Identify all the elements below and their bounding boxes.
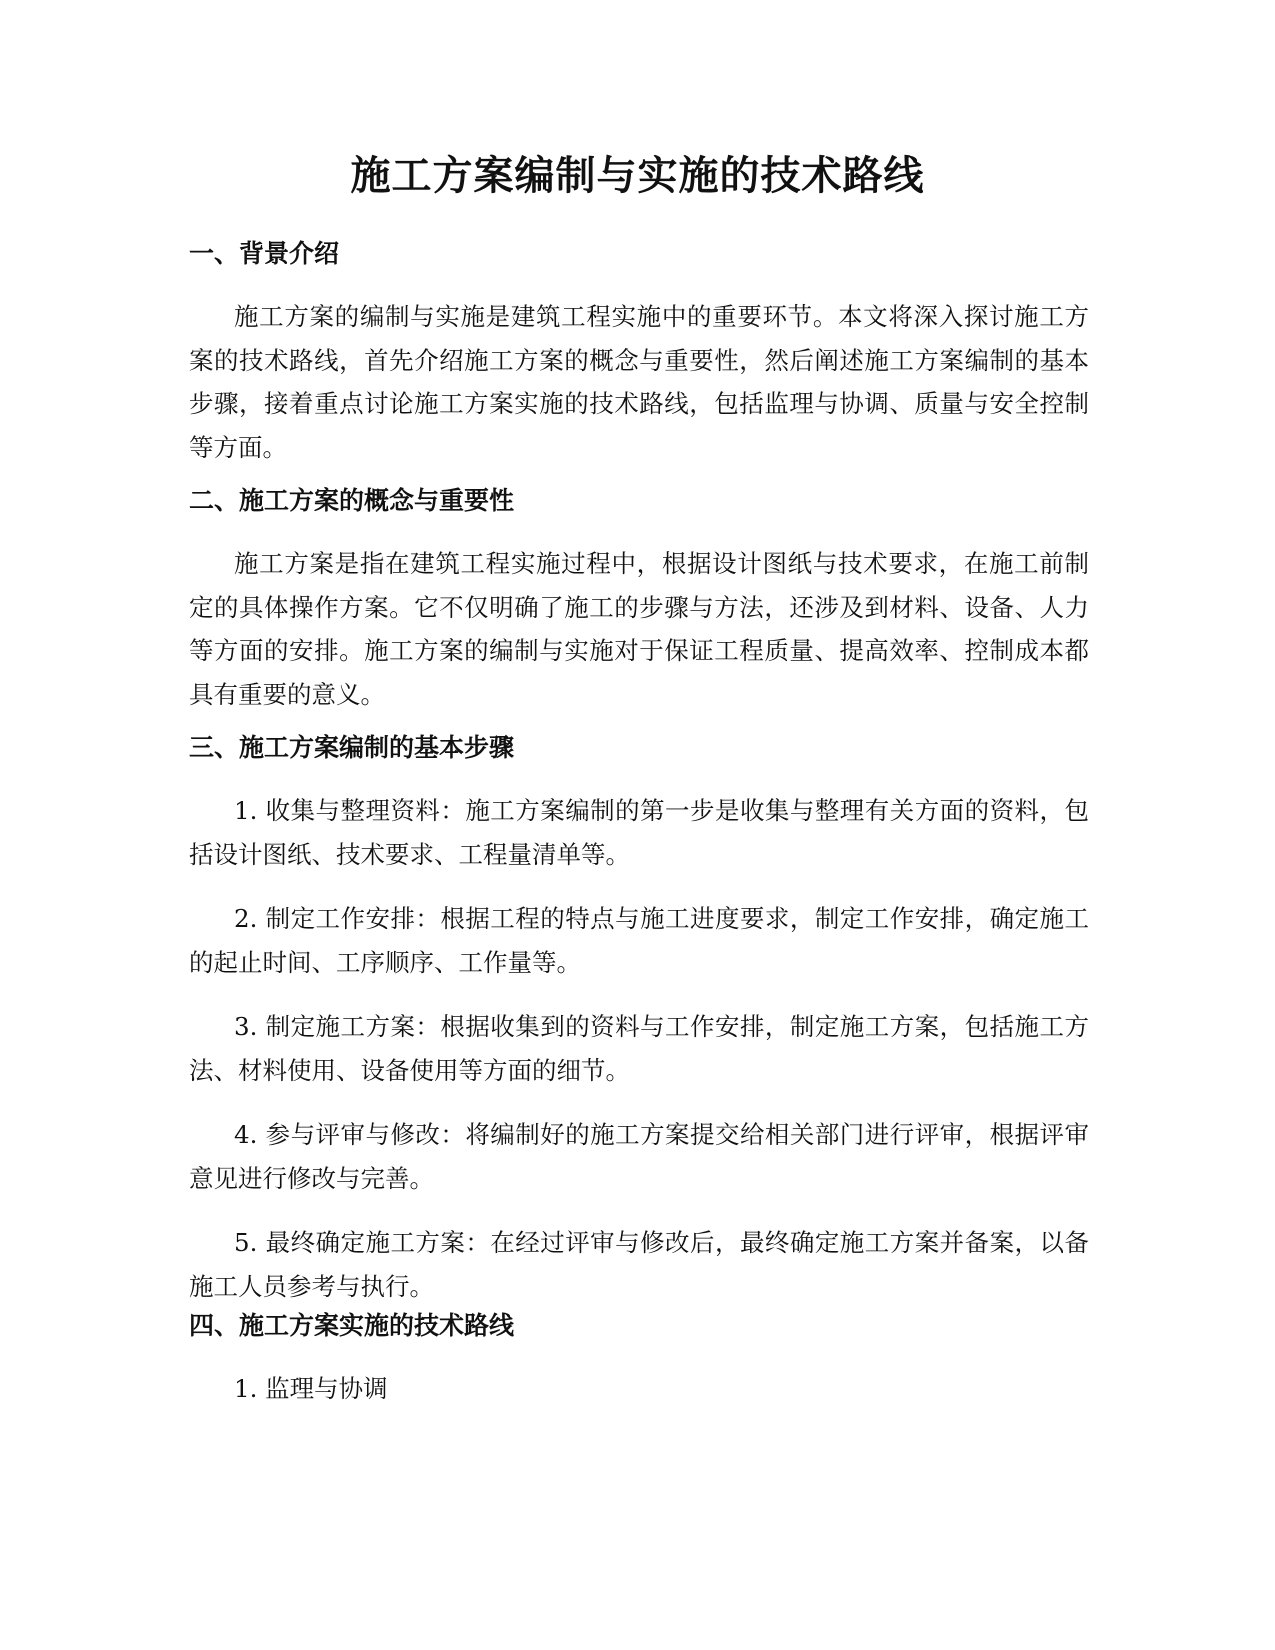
paragraph-concept: 施工方案是指在建筑工程实施过程中，根据设计图纸与技术要求，在施工前制定的具体操作方案。它不仅明确了施工的步骤与方法，还涉及到材料、设备、人力等方面的安排。施工方案的编制与实施对于保证工程质量、提高效率、控制成本都具有重要的意义。 <box>189 549 1089 709</box>
step-item-2: 2. 制定工作安排：根据工程的特点与施工进度要求，制定工作安排，确定施工的起止时间、工序顺序、工作量等。 <box>189 904 1089 977</box>
section-heading-background: 一、背景介绍 <box>189 239 340 268</box>
paragraph-background: 施工方案的编制与实施是建筑工程实施中的重要环节。本文将深入探讨施工方案的技术路线，首先介绍施工方案的概念与重要性，然后阐述施工方案编制的基本步骤，接着重点讨论施工方案实施的技术路线，包括监理与协调、质量与安全控制等方面。 <box>189 302 1089 462</box>
section-heading-implementation: 四、施工方案实施的技术路线 <box>189 1311 515 1340</box>
step-item-4: 4. 参与评审与修改：将编制好的施工方案提交给相关部门进行评审，根据评审意见进行修改与完善。 <box>189 1120 1089 1193</box>
page-title: 施工方案编制与实施的技术路线 <box>350 153 925 199</box>
step-item-5: 5. 最终确定施工方案：在经过评审与修改后，最终确定施工方案并备案，以备施工人员参考与执行。 <box>189 1228 1089 1301</box>
implementation-item-1: 1. 监理与协调 <box>234 1374 388 1403</box>
section-heading-steps: 三、施工方案编制的基本步骤 <box>189 733 515 762</box>
step-item-1: 1. 收集与整理资料：施工方案编制的第一步是收集与整理有关方面的资料，包括设计图纸、技术要求、工程量清单等。 <box>189 796 1089 869</box>
section-heading-concept: 二、施工方案的概念与重要性 <box>189 486 515 515</box>
step-item-3: 3. 制定施工方案：根据收集到的资料与工作安排，制定施工方案，包括施工方法、材料使用、设备使用等方面的细节。 <box>189 1012 1089 1085</box>
